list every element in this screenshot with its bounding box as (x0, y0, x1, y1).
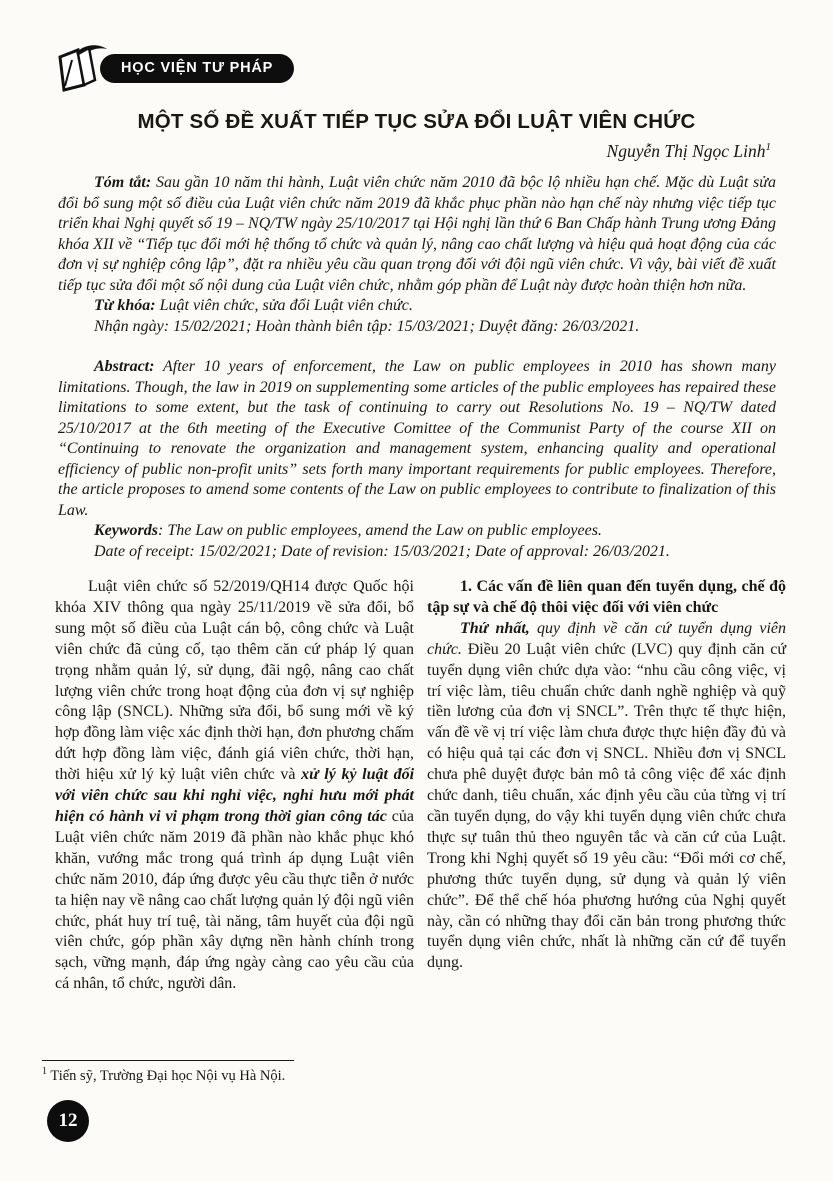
article-title: MỘT SỐ ĐỀ XUẤT TIẾP TỤC SỬA ĐỔI LUẬT VIÊN CHỨC (137, 110, 696, 133)
left-column (55, 577, 414, 995)
keywords-en-line (58, 521, 776, 542)
footnote-text-line (42, 1066, 833, 1085)
footnote-text: Tiến sỹ, Trường Đại học Nội vụ Hà Nội. (47, 1067, 286, 1084)
section-heading-1: 1. Các vấn đề liên quan đến tuyển dụng, chế độ tập sự và chế độ thôi việc đối với viên chức (427, 578, 786, 616)
keywords-vi-line (58, 296, 776, 317)
abstract-vi-text: Sau gần 10 năm thi hành, Luật viên chức năm 2010 đã bộc lộ nhiều hạn chế. Mặc dù Luật sửa đổi bổ sung một số điều của Luật viên chức năm 2019 đã khắc phục phần nào hạn chế này nhưng việc tiếp tục triển khai Nghị quyết số 19 – NQ/TW ngày 25/10/2017 tại Hội nghị lần thứ 6 Ban Chấp hành Trung ương Đảng khóa XII về “Tiếp tục đổi mới hệ thống tổ chức và quản lý, nâng cao chất lượng và hiệu quả hoạt động của các đơn vị sự nghiệp công lập”, đặt ra nhiều yêu cầu quan trọng đối với đội ngũ viên chức. Vì vậy, bài viết đề xuất tiếp tục sửa đổi một số nội dung của Luật viên chức, nhằm góp phần để Luật này được hoàn thiện hơn nữa. (58, 174, 777, 294)
right-p1-text: Điều 20 Luật viên chức (LVC) quy định căn cứ tuyển dụng viên chức dựa vào: “nhu cầu công việc, vị trí việc làm, tiêu chuẩn chức danh nghề nghiệp và quỹ tiền lương của đơn vị SNCL”. Trên thực tế thực hiện, vấn đề về vị trí việc làm chưa được thực hiện đầy đủ và có hiệu quả tại các đơn vị SNCL. Nhiều đơn vị SNCL chưa phê duyệt được bản mô tả công việc để xác định chức danh, tiêu chuẩn, xác định yêu cầu của từng vị trí cần tuyển dụng, do vậy khi tuyển dụng viên chức chưa thực sự tuân thủ theo nguyên tắc và căn cứ của Luật. Trong khi Nghị quyết số 19 yêu cầu: “Đổi mới cơ chế, phương thức tuyển dụng, sử dụng và quản lý viên chức”. Để thể chế hóa phương hướng của Nghị quyết này, cần có những thay đổi căn bản trong phương thức tuyển dụng viên chức, nhất là những căn cứ để tuyển dụng. (427, 640, 786, 972)
keywords-vi-label: Từ khóa: (94, 297, 156, 314)
right-p1-italic: quy định về căn cứ tuyển dụng viên chức. (427, 619, 786, 658)
abstract-en-label: Abstract: (94, 358, 155, 375)
footnote-marker: 1 (42, 1066, 47, 1077)
footnote-divider (42, 1060, 294, 1061)
abstract-vietnamese (58, 173, 776, 337)
organization-badge: HỌC VIỆN TƯ PHÁP (100, 54, 294, 83)
author-name: Nguyễn Thị Ngọc Linh (606, 141, 766, 161)
abstract-vi-label: Tóm tắt: (94, 174, 152, 191)
left-p1-emphasis: xử lý kỷ luật đối với viên chức sau khi nghỉ việc, nghỉ hưu mới phát hiện có hành vi vi phạm trong thời gian công tác (55, 766, 415, 825)
abstract-vi-paragraph (58, 173, 776, 296)
dates-en-line: Date of receipt: 15/02/2021; Date of revision: 15/03/2021; Date of approval: 26/03/2021. (94, 542, 670, 560)
left-p1-text-b: của Luật viên chức năm 2019 đã phần nào khắc phục khó khăn, vướng mắc trong quá trình áp dụng Luật viên chức năm 2010, đáp ứng được yêu cầu thực tiễn ở nước ta hiện nay về nâng cao chất lượng quản lý đội ngũ viên chức, phát huy trí tuệ, tài năng, tâm huyết của đội ngũ viên chức, góp phần xây dựng nền hành chính trong sạch, vững mạnh, đáp ứng ngày càng cao yêu cầu của cá nhân, tổ chức, người dân. (55, 807, 415, 993)
left-p1-text-a: Luật viên chức số 52/2019/QH14 được Quốc hội khóa XIV thông qua ngày 25/11/2019 về sửa đổi, bổ sung một số điều của Luật cán bộ, công chức và Luật viên chức đã củng cố, tạo thêm căn cứ pháp lý quan trọng nhằm quản lý, sử dụng, đãi ngộ, nâng cao chất lượng viên chức trong hoạt động của đơn vị sự nghiệp công lập (SNCL). Những sửa đổi, bổ sung mới về ký hợp đồng làm việc xác định thời hạn, đơn phương chấm dứt hợp đồng làm việc, đánh giá viên chức, thời hạn, thời hiệu xử lý kỷ luật viên chức và (55, 578, 414, 784)
footnote-area (42, 1056, 833, 1181)
author-footnote-ref: 1 (765, 141, 771, 154)
abstract-en-text: After 10 years of enforcement, the Law on public employees in 2010 has shown many limitations. Though, the law in 2019 on supplementing some articles of the public employees has repaired these limitations to some extent, but the task of continuing to carry out Resolutions No. 19 – NQ/TW dated 25/10/2017 at the 6th meeting of the Executive Comittee of the Communist Party of the course XII on “Continuing to renovate the organization and management system, enhancing quality and operational efficiency of public non-profit units” sets forth many important requirements for public employees. Therefore, the article proposes to amend some contents of the Law on public employees to contribute to finalization of this Law. (58, 358, 776, 519)
left-column-paragraph (55, 577, 414, 995)
keywords-vi-text: Luật viên chức, sửa đổi Luật viên chức. (155, 297, 413, 314)
abstract-english (58, 357, 776, 562)
right-column (427, 577, 786, 995)
right-p1-lead: Thứ nhất, (460, 619, 530, 637)
page-number-badge: 12 (47, 1100, 89, 1142)
dates-vi-line: Nhận ngày: 15/02/2021; Hoàn thành biên tập: 15/03/2021; Duyệt đăng: 26/03/2021. (94, 317, 640, 335)
keywords-en-text: : The Law on public employees, amend the Law on public employees. (158, 522, 602, 539)
right-column-paragraph (427, 619, 786, 974)
page-header (52, 42, 294, 94)
author-line (0, 141, 771, 162)
body-columns (55, 577, 785, 995)
abstract-en-paragraph (58, 357, 776, 521)
keywords-en-label: Keywords (94, 522, 158, 539)
